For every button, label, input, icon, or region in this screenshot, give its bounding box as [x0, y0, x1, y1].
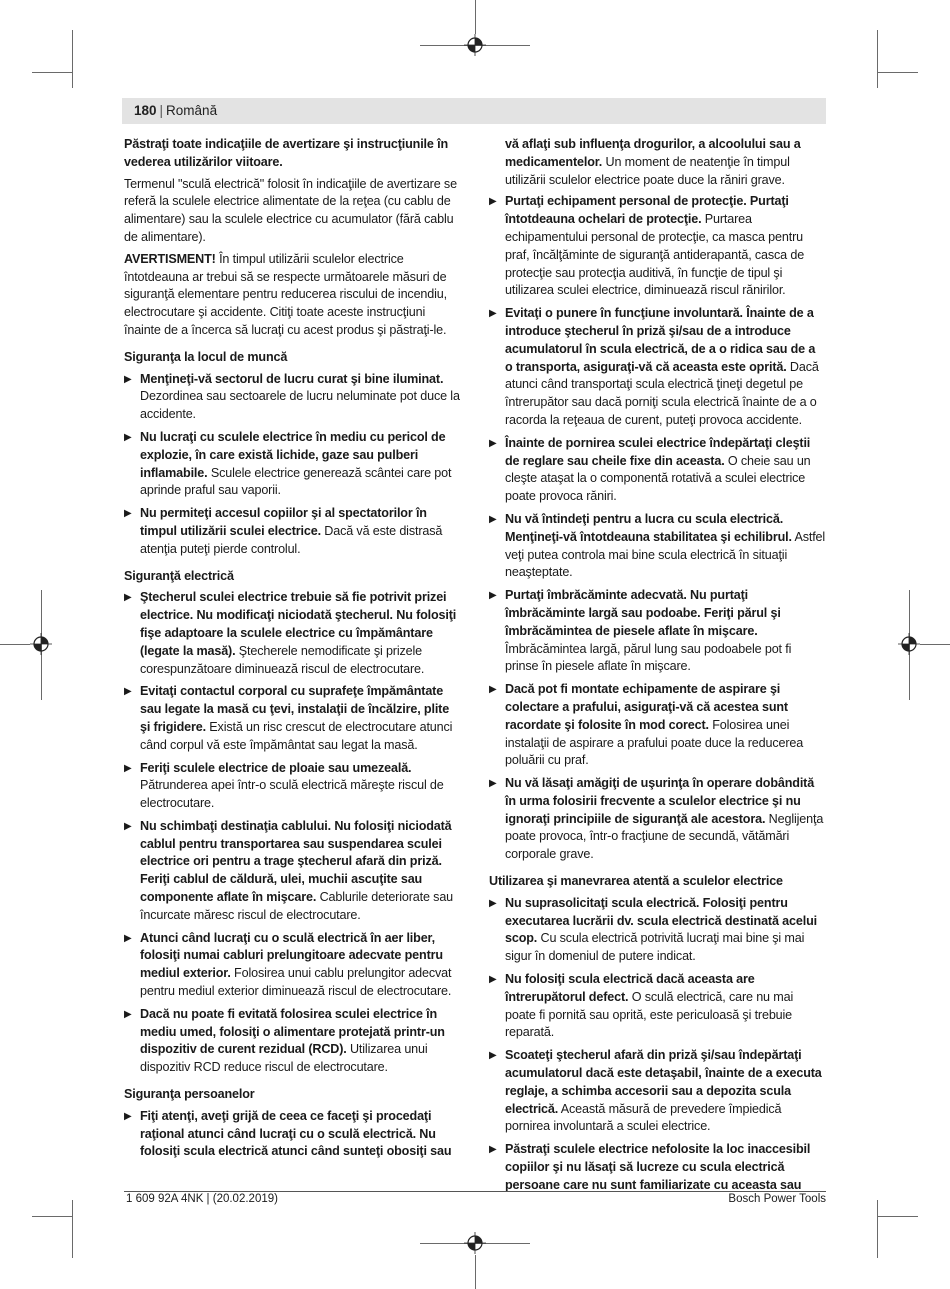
triangle-right-icon: ▶	[489, 974, 497, 986]
brand-name: Bosch Power Tools	[728, 1193, 826, 1205]
body-text: Purtarea echipamentului personal de protecţie, ca masca pentru praf, încălţăminte de siguranţă antiderapantă, casca de protecţie sau protecţia auditivă, în funcţie de tipul şi utilizarea sculei electrice, diminuează riscul rănirilor.	[505, 212, 805, 298]
personal-list	[124, 1108, 461, 1161]
body-text: Utilizarea unui dispozitiv RCD reduce riscul de electrocutare.	[140, 1042, 428, 1075]
list-item	[489, 1047, 826, 1136]
warning-text: În timpul utilizării sculelor electrice întotdeauna ar trebui să se respecte următoarele măsuri de siguranţă elementare pentru reducerea riscului de incendiu, electrocutare şi accidente. Citiţi toate aceste instrucţiuni înainte de a încerca să lucraţi cu acest produs şi păstraţi-le.	[124, 251, 447, 337]
list-item	[489, 895, 826, 966]
bold-lead: Fiţi atenţi, aveţi grijă de ceea ce faceţi şi procedaţi raţional atunci când lucraţi cu o sculă electrică. Nu folosiţi scula electrică atunci când sunteţi obosiţi sau	[140, 1108, 452, 1159]
page-number: 180	[134, 103, 157, 118]
left-column	[124, 136, 461, 1166]
list-item	[124, 371, 461, 424]
bold-lead: Nu permiteţi accesul copiilor şi al spectatorilor în timpul utilizării sculei electrice.	[140, 506, 427, 538]
right-column	[489, 136, 826, 1200]
crop-mark	[878, 1216, 918, 1217]
crop-mark	[32, 72, 72, 73]
body-text: Astfel veţi putea controla mai bine scula electrică în situaţii neaşteptate.	[505, 529, 826, 580]
list-item	[489, 435, 826, 506]
triangle-right-icon: ▶	[489, 1050, 497, 1062]
section-heading: Utilizarea şi manevrarea atentă a sculelor electrice	[489, 874, 783, 889]
bold-lead: Scoateţi ştecherul afară din priză şi/sau îndepărtaţi acumulatorul dacă este detaşabil, înainte de a executa reglaje, a schimba accesorii sau a depozita scula electrică.	[505, 1048, 822, 1116]
bold-lead: Purtaţi îmbrăcăminte adecvată. Nu purtaţi îmbrăcăminte largă sau podoabe. Feriţi părul şi îmbrăcămintea de piesele aflate în mişcare.	[505, 588, 781, 638]
body-text: Ştecherele nemodificate şi prizele corespunzătoare diminuează riscul de electrocutare.	[140, 643, 425, 676]
bold-lead: Nu suprasolicitaţi scula electrică. Folosiţi pentru executarea lucrării dv. scula electrică destinată acelui scop.	[505, 895, 817, 946]
list-item	[489, 681, 826, 770]
triangle-right-icon: ▶	[489, 308, 497, 320]
triangle-right-icon: ▶	[489, 778, 497, 790]
list-item	[489, 587, 826, 676]
body-text: Cu scula electrică potrivită lucraţi mai bine şi mai sigur în domeniul de putere indicat.	[505, 931, 805, 964]
crop-mark	[0, 644, 30, 645]
triangle-right-icon: ▶	[489, 196, 497, 208]
triangle-right-icon: ▶	[489, 590, 497, 602]
list-item	[124, 1108, 461, 1161]
body-text: Folosirea unui cablu prelungitor adecvat pentru mediul exterior diminuează riscul de electrocutare.	[140, 966, 452, 999]
bold-lead: Nu vă lăsaţi amăgiţi de uşurinţa în operare dobândită în urma folosirii frecvente a sculelor electrice şi nu ignoraţi principiile de siguranţă ale acestora.	[505, 776, 815, 826]
triangle-right-icon: ▶	[124, 1008, 132, 1020]
triangle-right-icon: ▶	[124, 431, 132, 443]
list-item	[489, 775, 826, 864]
crop-mark	[32, 1216, 72, 1217]
list-item	[489, 305, 826, 430]
triangle-right-icon: ▶	[489, 437, 497, 449]
keep-instructions-note: Păstraţi toate indicaţiile de avertizare şi instrucţiunile în vederea utilizărilor viitoare.	[124, 137, 448, 169]
bold-lead: Menţineţi-vă sectorul de lucru curat şi bine iluminat.	[140, 371, 444, 386]
crop-mark	[475, 1255, 476, 1289]
body-text: Îmbrăcămintea largă, părul lung sau podoabele pot fi prinse în piesele aflate în mişcare.	[505, 641, 792, 674]
body-text: Dacă atunci când transportaţi scula electrică ţineţi degetul pe întrerupător sau dacă porniţi scula electrică înainte de a o racorda la reţeaua de curent, puteţi provoca accidente.	[505, 359, 819, 427]
body-text: Sculele electrice generează scântei care pot aprinde praful sau vaporii.	[140, 465, 452, 498]
bold-lead: Nu schimbaţi destinaţia cablului. Nu folosiţi niciodată cablul pentru transportarea sau suspendarea sculei electrice ori pentru a trage ştecherul afară din priză. Feriţi cablul de căldură, ulei, muchii ascuţite sau componente aflate în mişcare.	[140, 818, 452, 905]
bold-lead: vă aflaţi sub influenţa drogurilor, a alcoolului sau a medicamentelor.	[505, 137, 801, 169]
triangle-right-icon: ▶	[489, 897, 497, 909]
section-heading: Siguranţă electrică	[124, 568, 234, 583]
crosshair-icon	[464, 34, 486, 56]
list-item	[124, 429, 461, 500]
list-item	[124, 930, 461, 1001]
triangle-right-icon: ▶	[124, 820, 132, 832]
list-item	[124, 760, 461, 813]
crop-mark	[475, 0, 476, 34]
body-text: Dezordinea sau sectoarele de lucru neluminate pot duce la accidente.	[140, 389, 460, 422]
triangle-right-icon: ▶	[489, 1144, 497, 1156]
continued-paragraph	[489, 136, 826, 189]
bold-lead: Atunci când lucraţi cu o sculă electrică în aer liber, folosiţi numai cabluri prelungitoare adecvate pentru mediul exterior.	[140, 930, 443, 981]
section-heading: Siguranţa persoanelor	[124, 1087, 255, 1102]
body-text: O cheie sau un cleşte ataşat la o componentă rotativă a sculei electrice poate provoca răniri.	[505, 453, 811, 504]
language-label: Română	[166, 103, 218, 118]
general-warning	[124, 251, 461, 340]
bold-lead: Evitaţi o punere în funcţiune involuntară. Înainte de a introduce ştecherul în priză şi/sau de a introduce acumulatorul în scula electrică, de a o ridica sau de a o transporta, asiguraţi-vă că aceasta este oprită.	[505, 306, 816, 374]
body-text: Folosirea unei instalaţii de aspirare a prafului poate duce la reducerea poluării cu praf.	[505, 717, 804, 768]
page-footer	[124, 1191, 826, 1205]
crop-mark	[877, 30, 878, 88]
crop-mark	[877, 1200, 878, 1258]
bold-lead: Nu folosiţi scula electrică dacă aceasta are întrerupătorul defect.	[505, 972, 755, 1004]
section-heading: Siguranţa la locul de muncă	[124, 349, 288, 364]
list-item	[489, 971, 826, 1042]
bold-lead: Evitaţi contactul corporal cu suprafeţe împământate sau legate la masă cu ţevi, instalaţii de încălzire, plite şi frigidere.	[140, 684, 450, 734]
term-definition: Termenul "sculă electrică" folosit în indicaţiile de avertizare se referă la sculele electrice alimentate de la reţea (cu cablu de alimentare) sau la sculele electrice cu acumulator (fără cablu de alimentare).	[124, 176, 457, 244]
bold-lead: Înainte de pornirea sculei electrice îndepărtaţi cleştii de reglare sau cheile fixe din aceasta.	[505, 435, 811, 468]
electrical-list	[124, 589, 461, 1077]
crosshair-icon	[464, 1232, 486, 1254]
bold-lead: Păstraţi sculele electrice nefolosite la loc inaccesibil copiilor şi nu lăsaţi să lucreze cu scula electrică persoane care nu sunt familiarizate cu aceasta sau	[505, 1142, 811, 1192]
list-item	[489, 511, 826, 582]
triangle-right-icon: ▶	[124, 1110, 132, 1122]
crosshair-icon	[30, 633, 52, 655]
page-header: 180 | Română	[122, 98, 826, 124]
triangle-right-icon: ▶	[489, 513, 497, 525]
triangle-right-icon: ▶	[124, 508, 132, 520]
crop-mark	[920, 644, 950, 645]
document-code: 1 609 92A 4NK | (20.02.2019)	[126, 1193, 278, 1205]
list-item	[124, 1006, 461, 1077]
body-text: Această măsură de prevedere împiedică pornirea involuntară a sculei electrice.	[505, 1101, 782, 1134]
list-item	[124, 818, 461, 925]
body-text: Dacă vă este distrasă atenţia puteţi pierde controlul.	[140, 523, 443, 556]
list-item	[489, 1141, 826, 1194]
bold-lead: Nu vă întindeţi pentru a lucra cu scula electrică. Menţineţi-vă întotdeauna stabilitatea şi echilibrul.	[505, 511, 792, 544]
body-text: Neglijenţa poate provoca, într-o fracţiune de secundă, vătămări corporale grave.	[505, 811, 824, 862]
triangle-right-icon: ▶	[489, 684, 497, 696]
bold-lead: Nu lucraţi cu sculele electrice în mediu cu pericol de explozie, în care există lichide, gaze sau pulberi inflamabile.	[140, 429, 446, 480]
personal-list-continued	[489, 193, 826, 864]
body-text: Un moment de neatenţie în timpul utilizării sculelor electrice poate duce la răniri grave.	[505, 154, 790, 187]
body-text: Există un risc crescut de electrocutare atunci când corpul vă este împământat sau legat la masă.	[140, 719, 453, 752]
triangle-right-icon: ▶	[124, 592, 132, 604]
body-text: Cablurile deteriorate sau încurcate măresc riscul de electrocutare.	[140, 890, 454, 922]
list-item	[124, 589, 461, 678]
body-text: O sculă electrică, care nu mai poate fi pornită sau oprită, este periculoasă şi trebuie reparată.	[505, 989, 794, 1040]
list-item	[124, 683, 461, 754]
bold-lead: Dacă pot fi montate echipamente de aspirare şi colectare a prafului, asiguraţi-vă că acestea sunt racordate şi folosite în mod corect.	[505, 682, 788, 732]
triangle-right-icon: ▶	[124, 932, 132, 944]
list-item	[489, 193, 826, 300]
crop-mark	[878, 72, 918, 73]
workplace-list	[124, 371, 461, 559]
crosshair-icon	[898, 633, 920, 655]
crop-mark	[72, 1200, 73, 1258]
bold-lead: Ştecherul sculei electrice trebuie să fie potrivit prizei electrice. Nu modificaţi niciodată ştecherul. Nu folosiţi fişe adaptoare la sculele electrice cu împământare (legate la masă).	[140, 590, 457, 658]
warning-label: AVERTISMENT!	[124, 251, 216, 266]
bold-lead: Dacă nu poate fi evitată folosirea sculei electrice în mediu umed, folosiţi o alimentare protejată printr-un dispozitiv de curent rezidual (RCD).	[140, 1006, 445, 1057]
triangle-right-icon: ▶	[124, 373, 132, 385]
bold-lead: Feriţi sculele electrice de ploaie sau umezeală.	[140, 760, 412, 775]
handling-list	[489, 895, 826, 1195]
crop-mark	[72, 30, 73, 88]
list-item	[124, 505, 461, 558]
triangle-right-icon: ▶	[124, 762, 132, 774]
body-text: Pătrunderea apei într-o sculă electrică măreşte riscul de electrocutare.	[140, 778, 444, 811]
triangle-right-icon: ▶	[124, 686, 132, 698]
bold-lead: Purtaţi echipament personal de protecţie. Purtaţi întotdeauna ochelari de protecţie.	[505, 194, 789, 227]
